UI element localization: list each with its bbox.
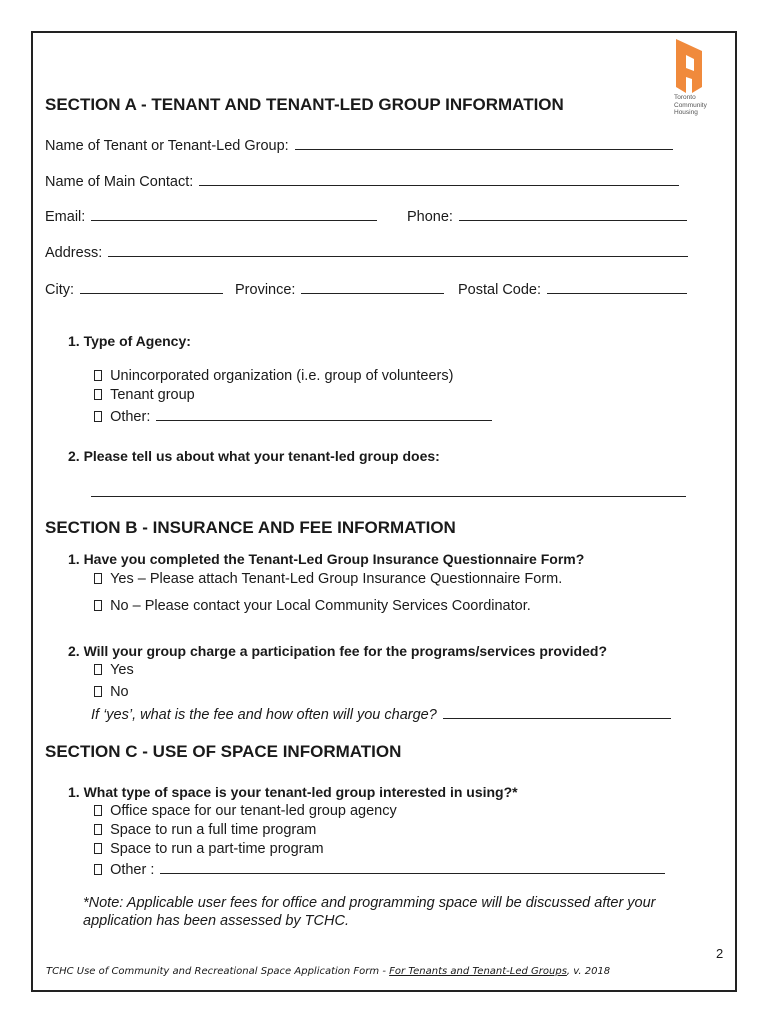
fee-option-yes[interactable] [94,662,134,678]
agency-option-unincorporated[interactable] [94,368,453,384]
main-contact-row [45,171,679,190]
province-label: Province: [235,282,296,298]
tenant-name-row [45,135,673,154]
agency-other-field[interactable] [156,406,492,421]
option-label: Unincorporated organization (i.e. group of volunteers) [110,368,454,384]
postal-code-label: Postal Code: [458,282,542,298]
phone-label: Phone: [407,209,453,225]
group-description-question: 2. Please tell us about what your tenant-led group does: [68,448,440,464]
tenant-name-field[interactable] [295,135,673,150]
checkbox[interactable] [94,824,102,835]
footer-prefix: TCHC Use of Community and Recreational Space Application Form - [46,966,390,977]
province-field[interactable] [301,279,444,294]
checkbox[interactable] [94,389,102,400]
logo-line: Housing [674,109,698,116]
logo-text [674,94,707,117]
note-line-1: *Note: Applicable user fees for office and programming space will be discussed after your [83,895,656,911]
province-row [235,279,444,298]
agency-option-tenant-group[interactable] [94,387,195,403]
city-field[interactable] [80,279,223,294]
city-row [45,279,223,298]
fee-followup-field[interactable] [443,704,671,719]
agency-type-question: 1. Type of Agency: [68,333,191,349]
postal-code-field[interactable] [547,279,687,294]
option-label: Space to run a part-time program [110,841,324,857]
group-description-field[interactable] [91,482,686,497]
fee-option-no[interactable] [94,684,129,700]
logo-line: Toronto [674,94,696,101]
checkbox[interactable] [94,573,102,584]
address-field[interactable] [108,242,688,257]
option-label: Yes – Please attach Tenant-Led Group Insurance Questionnaire Form. [110,571,563,587]
option-label: Other : [110,862,155,878]
logo-line: Community [674,101,707,109]
note-line-2: application has been assessed by TCHC. [83,913,349,929]
space-option-full-time[interactable] [94,822,316,838]
tenant-name-label: Name of Tenant or Tenant-Led Group: [45,138,289,154]
option-label: Other: [110,409,151,425]
fee-question: 2. Will your group charge a participation fee for the programs/services provided? [68,643,607,659]
main-contact-label: Name of Main Contact: [45,174,194,190]
checkbox[interactable] [94,664,102,675]
address-label: Address: [45,245,103,261]
email-label: Email: [45,209,86,225]
email-row [45,206,377,225]
footer-text [46,966,610,977]
checkbox[interactable] [94,686,102,697]
address-row [45,242,688,261]
checkbox[interactable] [94,411,102,422]
section-a-title: SECTION A - TENANT AND TENANT-LED GROUP INFORMATION [45,95,564,114]
section-b-title: SECTION B - INSURANCE AND FEE INFORMATION [45,518,456,537]
insurance-question: 1. Have you completed the Tenant-Led Group Insurance Questionnaire Form? [68,551,585,567]
option-label: No [110,684,129,700]
option-label: No – Please contact your Local Community Services Coordinator. [110,598,531,614]
email-field[interactable] [91,206,377,221]
postal-code-row [458,279,687,298]
footer-suffix: , v. 2018 [566,966,611,977]
fee-followup-row [91,704,671,723]
checkbox[interactable] [94,805,102,816]
phone-row [407,206,687,225]
main-contact-field[interactable] [199,171,679,186]
section-c-title: SECTION C - USE OF SPACE INFORMATION [45,742,402,761]
option-label: Office space for our tenant-led group agency [110,803,397,819]
footer-link: For Tenants and Tenant-Led Groups [389,966,567,977]
insurance-option-yes[interactable] [94,571,562,587]
checkbox[interactable] [94,600,102,611]
phone-field[interactable] [459,206,687,221]
fee-followup-label: If ‘yes’, what is the fee and how often will you charge? [91,707,437,723]
space-option-other[interactable] [94,859,665,878]
option-label: Tenant group [110,387,195,403]
page-number: 2 [716,946,724,961]
option-label: Space to run a full time program [110,822,317,838]
space-option-office[interactable] [94,803,397,819]
checkbox[interactable] [94,864,102,875]
checkbox[interactable] [94,370,102,381]
city-label: City: [45,282,74,298]
insurance-option-no[interactable] [94,598,531,614]
checkbox[interactable] [94,843,102,854]
space-option-part-time[interactable] [94,841,324,857]
space-type-question: 1. What type of space is your tenant-led group interested in using?* [68,784,518,800]
option-label: Yes [110,662,134,678]
space-other-field[interactable] [160,859,665,874]
agency-option-other[interactable] [94,406,492,425]
